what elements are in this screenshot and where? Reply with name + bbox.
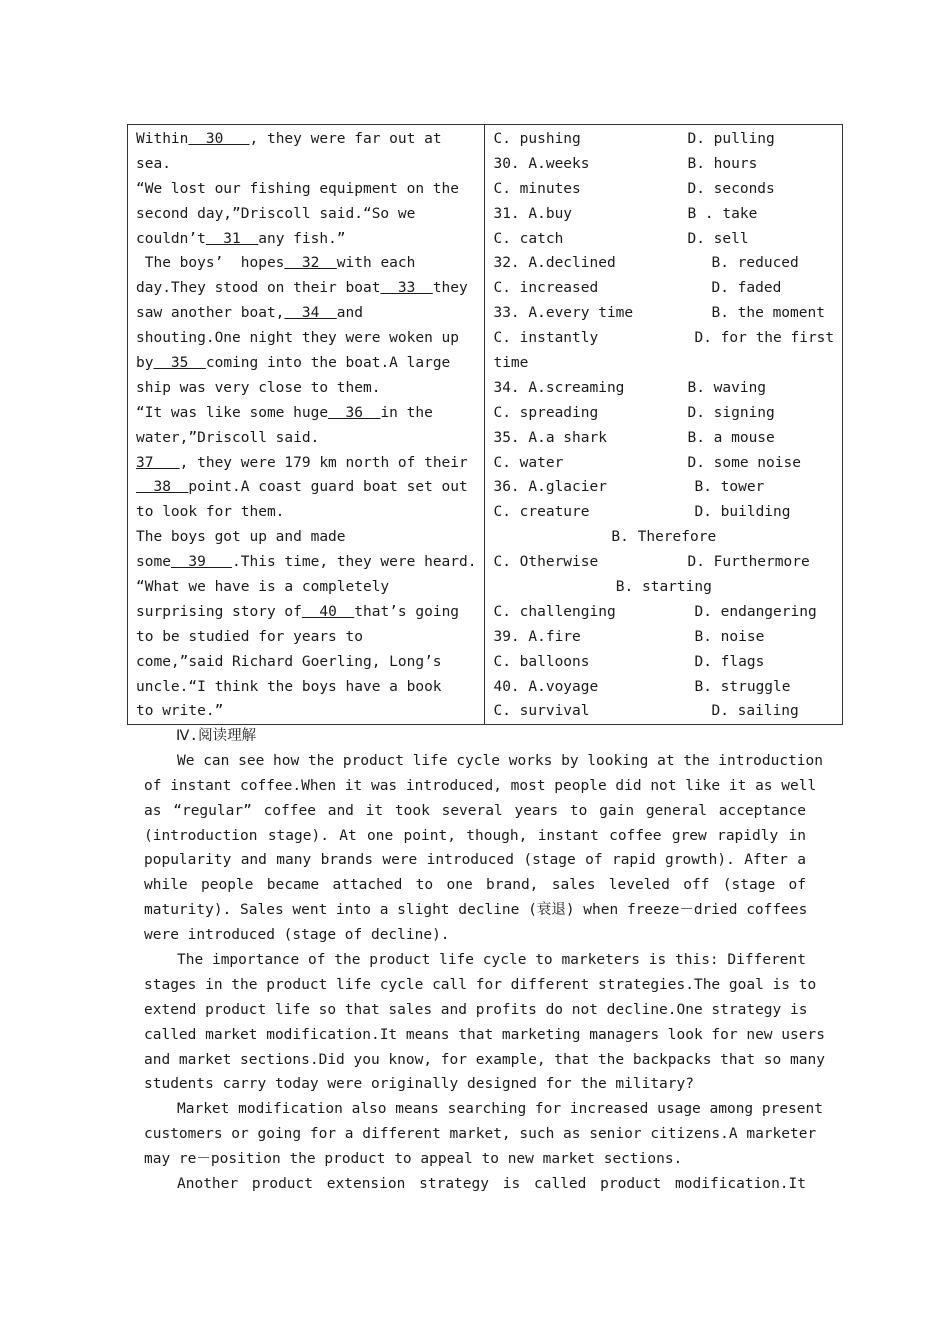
blank-number: 30 bbox=[188, 131, 250, 147]
passage-text: water,”Driscoll said. bbox=[136, 429, 320, 446]
option-item: B. Therefore bbox=[611, 529, 717, 546]
option-row bbox=[493, 550, 834, 575]
passage-line bbox=[136, 475, 476, 500]
passage-line bbox=[136, 550, 476, 575]
option-item: C. increased bbox=[493, 280, 599, 297]
paragraph-line: were introduced (stage of decline). bbox=[144, 927, 450, 944]
option-item: 30. A.weeks bbox=[493, 155, 590, 172]
passage-text: come,”said Richard Goerling, Long’s bbox=[136, 653, 442, 670]
paragraph-line: as “regular” coffee and it took several years to gain general acceptance bbox=[144, 802, 806, 819]
paragraph-line: Market modification also means searching for increased usage among present bbox=[177, 1101, 824, 1118]
option-row bbox=[493, 127, 834, 152]
passage-text: couldn’t bbox=[136, 230, 206, 247]
paragraph-line: extend product life so that sales and profits do not decline.One strategy is bbox=[144, 1001, 808, 1018]
blank-number: 33 bbox=[380, 280, 433, 297]
option-item: B. a mouse bbox=[687, 429, 775, 446]
paragraph-line: while people became attached to one brand, sales leveled off (stage of bbox=[144, 877, 806, 894]
blank-number: 37 bbox=[136, 454, 180, 471]
passage-line bbox=[136, 251, 476, 276]
option-item: B. starting bbox=[615, 579, 712, 596]
passage-line bbox=[136, 227, 476, 252]
option-item: 33. A.every time bbox=[493, 305, 634, 322]
passage-text: and bbox=[336, 305, 363, 322]
option-row bbox=[493, 625, 834, 650]
option-row bbox=[493, 650, 834, 675]
option-row bbox=[493, 301, 834, 326]
option-row bbox=[493, 376, 834, 401]
option-item: C. spreading bbox=[493, 404, 599, 421]
passage-line bbox=[136, 675, 476, 700]
option-item: time bbox=[493, 355, 529, 372]
passage-line bbox=[136, 202, 476, 227]
option-item: B . take bbox=[687, 205, 758, 222]
option-row bbox=[493, 426, 834, 451]
option-item: D. Furthermore bbox=[687, 554, 810, 571]
passage-line bbox=[136, 152, 476, 177]
option-row bbox=[493, 500, 834, 525]
option-item: 36. A.glacier bbox=[493, 479, 607, 496]
passage-text: saw another boat, bbox=[136, 305, 285, 322]
option-row bbox=[493, 451, 834, 476]
blank-number: 39 bbox=[170, 554, 233, 571]
option-item: C. creature bbox=[493, 504, 590, 521]
option-row bbox=[493, 699, 834, 724]
section-heading: Ⅳ.阅读理解 bbox=[176, 728, 257, 744]
paragraph-line: The importance of the product life cycle to marketers is this: Different bbox=[177, 952, 806, 969]
passage-line bbox=[136, 426, 476, 451]
paragraph-line: may re－position the product to appeal to new market sections. bbox=[144, 1151, 683, 1168]
option-item: D. building bbox=[694, 504, 791, 521]
cloze-options-cell bbox=[485, 125, 843, 725]
cloze-passage-cell bbox=[128, 125, 485, 725]
option-item: C. instantly bbox=[493, 330, 599, 347]
option-item: C. balloons bbox=[493, 653, 590, 670]
option-row bbox=[493, 600, 834, 625]
passage-text: “We lost our fishing equipment on the bbox=[136, 180, 460, 197]
blank-number: 31 bbox=[205, 230, 259, 247]
option-item: D. some noise bbox=[687, 454, 801, 471]
option-item: C. water bbox=[493, 454, 564, 471]
passage-line bbox=[136, 525, 476, 550]
option-item: C. catch bbox=[493, 230, 564, 247]
option-item: D. sell bbox=[687, 230, 749, 247]
option-row bbox=[493, 326, 834, 351]
paragraph-line: called market modification.It means that marketing managers look for new users bbox=[144, 1026, 825, 1043]
passage-text: sea. bbox=[136, 155, 171, 172]
option-item: D. endangering bbox=[694, 603, 817, 620]
option-item: B. tower bbox=[694, 479, 765, 496]
passage-text: The boys’ hopes bbox=[136, 255, 285, 272]
option-item: C. survival bbox=[493, 703, 590, 720]
option-row bbox=[493, 276, 834, 301]
option-item: D. faded bbox=[711, 280, 782, 297]
passage-text: to look for them. bbox=[136, 504, 285, 521]
passage-text: coming into the boat.A large bbox=[205, 355, 451, 372]
option-item: C. challenging bbox=[493, 603, 616, 620]
passage-text: in the bbox=[380, 404, 433, 421]
option-item: D. for the first bbox=[694, 330, 835, 347]
passage-line bbox=[136, 699, 476, 724]
passage-text: with each bbox=[336, 255, 416, 272]
option-item: C. Otherwise bbox=[493, 554, 599, 571]
option-item: B. hours bbox=[687, 155, 758, 172]
passage-line bbox=[136, 351, 476, 376]
option-row bbox=[493, 351, 834, 376]
passage-line bbox=[136, 177, 476, 202]
blank-number: 38 bbox=[136, 479, 189, 496]
paragraph-line: (introduction stage). At one point, though, instant coffee grew rapidly in bbox=[144, 827, 806, 844]
passage-line bbox=[136, 625, 476, 650]
paragraph-line: students carry today were originally designed for the military? bbox=[144, 1076, 694, 1093]
passage-text: uncle.“I think the boys have a book bbox=[136, 678, 442, 695]
passage-text: to write.” bbox=[136, 703, 224, 720]
option-item: B. reduced bbox=[711, 255, 799, 272]
passage-text: Within bbox=[136, 131, 189, 147]
passage-text: they bbox=[432, 280, 468, 297]
passage-text: The boys got up and made bbox=[136, 529, 346, 546]
paragraph-line: popularity and many brands were introduced (stage of rapid growth). After a bbox=[144, 852, 806, 869]
option-item: B. the moment bbox=[711, 305, 825, 322]
passage-text: “It was like some huge bbox=[136, 404, 329, 421]
option-item: B. noise bbox=[694, 628, 765, 645]
passage-line bbox=[136, 500, 476, 525]
passage-line bbox=[136, 600, 476, 625]
passage-text: shouting.One night they were woken up bbox=[136, 330, 460, 347]
passage-line bbox=[136, 301, 476, 326]
option-item: 40. A.voyage bbox=[493, 678, 599, 695]
option-item: D. sailing bbox=[711, 703, 799, 720]
passage-line bbox=[136, 575, 476, 600]
paragraph-line: We can see how the product life cycle works by looking at the introduction bbox=[177, 752, 824, 769]
passage-text: to be studied for years to bbox=[136, 628, 363, 645]
paragraph-line: of instant coffee.When it was introduced, most people did not like it as well bbox=[144, 777, 817, 794]
passage-text: surprising story of bbox=[136, 603, 302, 620]
option-item: D. seconds bbox=[687, 180, 775, 197]
option-item: 39. A.fire bbox=[493, 628, 581, 645]
option-row bbox=[493, 177, 834, 202]
passage-text: , they were far out at bbox=[249, 131, 442, 147]
passage-line bbox=[136, 276, 476, 301]
passage-text: day.They stood on their boat bbox=[136, 280, 381, 297]
passage-line bbox=[136, 326, 476, 351]
paragraph-line: customers or going for a different market, such as senior citizens.A marketer bbox=[144, 1126, 817, 1143]
option-item: 34. A.screaming bbox=[493, 379, 625, 396]
passage-text: that’s going bbox=[354, 603, 460, 620]
passage-line bbox=[136, 376, 476, 401]
passage-text: some bbox=[136, 554, 171, 571]
option-row bbox=[493, 202, 834, 227]
option-row bbox=[493, 475, 834, 500]
cloze-table bbox=[127, 124, 843, 725]
option-item: D. signing bbox=[687, 404, 775, 421]
option-item: C. minutes bbox=[493, 180, 581, 197]
passage-text: .This time, they were heard. bbox=[232, 554, 477, 571]
passage-text: , they were 179 km north of their bbox=[179, 454, 468, 471]
paragraph-line: maturity). Sales went into a slight decline (衰退) when freeze－dried coffees bbox=[144, 902, 808, 919]
option-item: 31. A.buy bbox=[493, 205, 573, 222]
option-item: D. pulling bbox=[687, 131, 775, 147]
passage-line bbox=[136, 127, 476, 152]
option-item: B. waving bbox=[687, 379, 767, 396]
paragraph-line: stages in the product life cycle call for different strategies.The goal is to bbox=[144, 976, 817, 993]
option-row bbox=[493, 251, 834, 276]
blank-number: 32 bbox=[284, 255, 337, 272]
option-item: B. struggle bbox=[694, 678, 791, 695]
option-item: 32. A.declined bbox=[493, 255, 616, 272]
passage-text: ship was very close to them. bbox=[136, 379, 381, 396]
blank-number: 36 bbox=[328, 404, 381, 421]
passage-line bbox=[136, 451, 476, 476]
passage-text: second day,”Driscoll said.“So we bbox=[136, 205, 416, 222]
paragraph-line: and market sections.Did you know, for example, that the backpacks that so many bbox=[144, 1051, 825, 1068]
blank-number: 35 bbox=[153, 355, 206, 372]
option-item: D. flags bbox=[694, 653, 765, 670]
passage-text: “What we have is a completely bbox=[136, 579, 390, 596]
passage-text: point.A coast guard boat set out bbox=[188, 479, 468, 496]
passage-line bbox=[136, 650, 476, 675]
blank-number: 34 bbox=[284, 305, 337, 322]
option-row bbox=[493, 152, 834, 177]
passage-line bbox=[136, 401, 476, 426]
paragraph-line: Another product extension strategy is called product modification.It bbox=[177, 1176, 806, 1193]
option-item: C. pushing bbox=[493, 131, 581, 147]
option-row bbox=[493, 227, 834, 252]
reading-section bbox=[144, 724, 825, 1197]
option-row bbox=[493, 401, 834, 426]
blank-number: 40 bbox=[301, 603, 355, 620]
passage-text: any fish.” bbox=[258, 230, 346, 247]
option-row bbox=[493, 675, 834, 700]
option-item: 35. A.a shark bbox=[493, 429, 607, 446]
passage-text: by bbox=[136, 355, 154, 372]
